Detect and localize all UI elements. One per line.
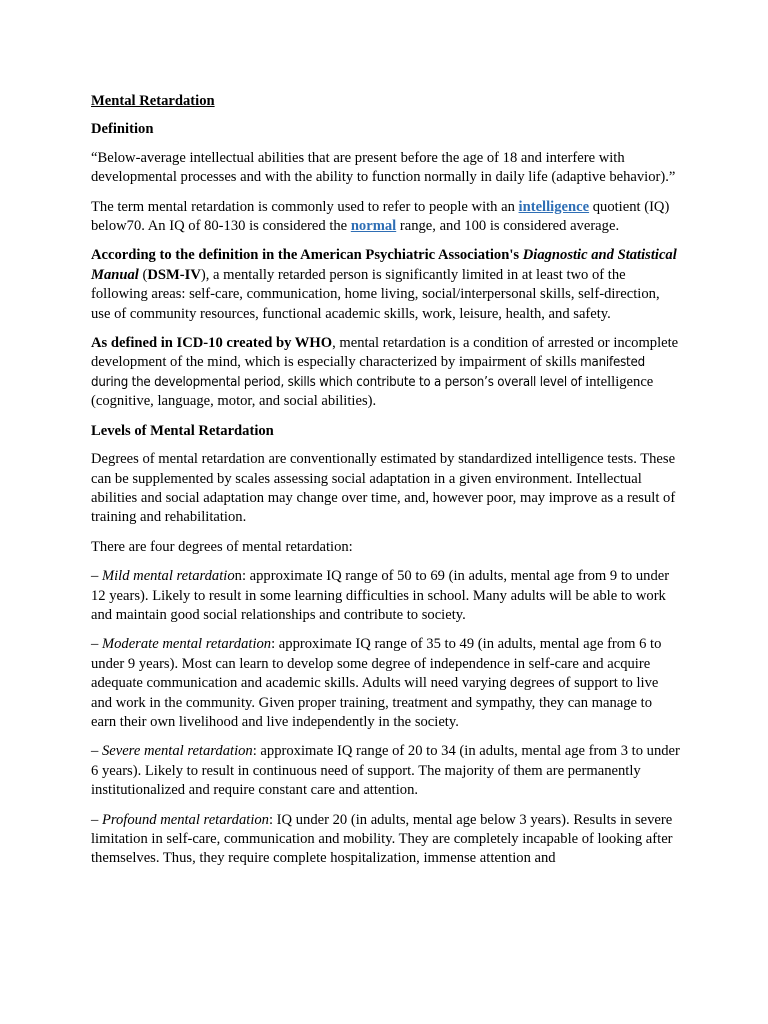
level-name: Profound mental retardation — [101, 811, 269, 828]
level-item-mild — [91, 567, 680, 625]
level-name: Moderate mental retardation — [101, 636, 272, 653]
level-dash: – — [91, 811, 102, 828]
normal-link[interactable]: normal — [350, 218, 397, 235]
icd-bold-lead: As defined in ICD-10 created by WHO — [91, 335, 333, 352]
levels-count: There are four degrees of mental retardation: — [91, 538, 353, 555]
level-name: Mild mental retardatio — [101, 568, 235, 585]
level-dash: – — [91, 636, 102, 653]
apa-bold-lead: According to the definition in the American Psychiatric Association's — [91, 247, 523, 264]
level-dash: – — [91, 743, 102, 760]
icd-paragraph — [91, 334, 680, 412]
level-text: : approximate IQ range of 35 to 49 (in adults, mental age from 6 to under 9 years). Most can learn to develop some degree of independence in self-care and acquire adequate communication and academic skills. Adults will need varying degrees of support to live and work in the community. Given proper training, treatment and sympathy, they can manage to earn their own livelihood and live independently in the society. — [91, 636, 662, 730]
iq-text-3: range, and 100 is considered average. — [396, 218, 620, 235]
definition-quote: “Below-average intellectual abilities that are present before the age of 18 and interfere with developmental processes and with the ability to function normally in daily life (adaptive behavior).” — [91, 149, 676, 186]
apa-manual-title: Diagnostic and Statistical Manual — [91, 247, 677, 283]
level-text: : approximate IQ range of 20 to 34 (in adults, mental age from 3 to under 6 years). Likely to result in continuous need of support. The majority of them are permanently institutionalized and require constant care and attention. — [91, 743, 680, 799]
apa-text: ), a mentally retarded person is significantly limited in at least two of the following areas: self-care, communication, home living, social/interpersonal skills, self-direction, use of community resources, functional academic skills, work, leisure, health, and safety. — [91, 266, 660, 322]
levels-heading: Levels of Mental Retardation — [91, 422, 274, 439]
apa-paragraph — [91, 246, 680, 324]
level-name: Severe mental retardation — [101, 743, 253, 760]
level-name-tail: n — [234, 568, 242, 585]
iq-text-2: quotient (IQ) below70. An IQ of 80-130 is considered the — [91, 198, 670, 235]
level-dash: – — [91, 568, 102, 585]
levels-intro: Degrees of mental retardation are conventionally estimated by standardized intelligence tests. These can be supplemented by scales assessing social adaptation in a given environment. Intellectual abilities and social adaptation may change over time, and, however poor, may improve as a result of training and rehabilitation. — [91, 451, 676, 526]
document-title: Mental Retardation — [91, 93, 215, 109]
level-item-severe — [91, 742, 680, 800]
apa-paren-open: ( — [138, 266, 148, 283]
level-item-moderate — [91, 635, 680, 732]
level-text: : approximate IQ range of 50 to 69 (in adults, mental age from 9 to under 12 years). Likely to result in some learning difficulties in school. Many adults will be able to work and maintain good social relationships and contribute to society. — [91, 568, 670, 623]
definition-heading: Definition — [91, 121, 154, 138]
level-item-profound — [91, 811, 680, 869]
icd-text-2: intelligence (cognitive, language, motor, and social abilities). — [91, 373, 654, 410]
intelligence-link[interactable]: intelligence — [518, 198, 590, 215]
iq-text-1: The term mental retardation is commonly used to refer to people with an — [91, 198, 519, 215]
icd-text-1: , mental retardation is a condition of arrested or incomplete development of the mind, which is especially characterized by impairment of skills — [91, 335, 679, 371]
apa-dsm-label: DSM-IV — [147, 266, 201, 283]
iq-paragraph — [91, 198, 680, 237]
icd-text-alt: manifested during the developmental period, skills which contribute to a person’s overall level of — [91, 355, 645, 390]
level-text: : IQ under 20 (in adults, mental age below 3 years). Results in severe limitation in self-care, communication and mobility. They are completely incapable of looking after themselves. Thus, they require complete hospitalization, immense attention and — [91, 811, 673, 867]
